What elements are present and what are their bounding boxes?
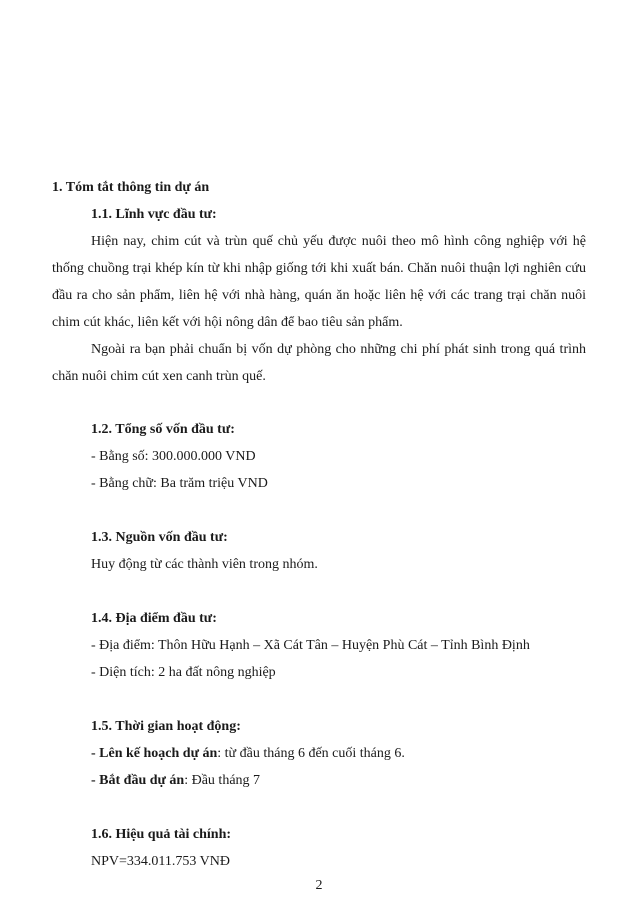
planning-text: : từ đầu tháng 6 đến cuối tháng 6.	[217, 746, 405, 761]
heading-financial-efficiency: 1.6. Hiệu quả tài chính:	[91, 827, 232, 842]
heading-investment-field: 1.1. Lĩnh vực đầu tư:	[91, 207, 217, 222]
capital-in-numbers: - Bằng số: 300.000.000 VND	[91, 449, 256, 464]
npv-value: NPV=334.011.753 VNĐ	[91, 854, 230, 869]
paragraph-2-line-1: Ngoài ra bạn phải chuẩn bị vốn dự phòng cho những chi phí phát sinh trong quá trình	[91, 342, 586, 357]
paragraph-2-line-2: chăn nuôi chim cút xen canh trùn quế.	[52, 369, 266, 384]
planning-period	[91, 746, 405, 762]
paragraph-1-line-4: chim cút khác, liên kết với hội nông dân để bao tiêu sản phẩm.	[52, 315, 403, 330]
paragraph-1-line-1: Hiện nay, chim cút và trùn quế chủ yếu được nuôi theo mô hình công nghiệp với hệ	[91, 234, 586, 249]
paragraph-1-line-2: thống chuồng trại khép kín từ khi nhập giống tới khi xuất bán. Chăn nuôi thuận lợi nghiên cứu	[52, 261, 586, 276]
location-address: - Địa điểm: Thôn Hữu Hạnh – Xã Cát Tân – Huyện Phù Cát – Tỉnh Bình Định	[91, 638, 530, 653]
location-area: - Diện tích: 2 ha đất nông nghiệp	[91, 665, 276, 680]
capital-in-words: - Bằng chữ: Ba trăm triệu VND	[91, 476, 268, 491]
section-title: 1. Tóm tắt thông tin dự án	[52, 180, 210, 195]
heading-capital-source: 1.3. Nguồn vốn đầu tư:	[91, 530, 228, 545]
planning-label: - Lên kế hoạch dự án	[91, 746, 218, 761]
page-number: 2	[315, 878, 323, 893]
paragraph-1-line-3: đầu ra cho sản phẩm, liên hệ với nhà hàng, quán ăn hoặc liên hệ với các trang trại chăn nuôi	[52, 288, 586, 303]
start-period	[91, 773, 260, 789]
start-text: : Đầu tháng 7	[184, 773, 261, 788]
capital-source-text: Huy động từ các thành viên trong nhóm.	[91, 557, 318, 572]
heading-location: 1.4. Địa điểm đầu tư:	[91, 611, 217, 626]
start-label: - Bắt đầu dự án	[91, 773, 185, 788]
heading-total-capital: 1.2. Tổng số vốn đầu tư:	[91, 422, 235, 437]
heading-operation-time: 1.5. Thời gian hoạt động:	[91, 719, 241, 734]
